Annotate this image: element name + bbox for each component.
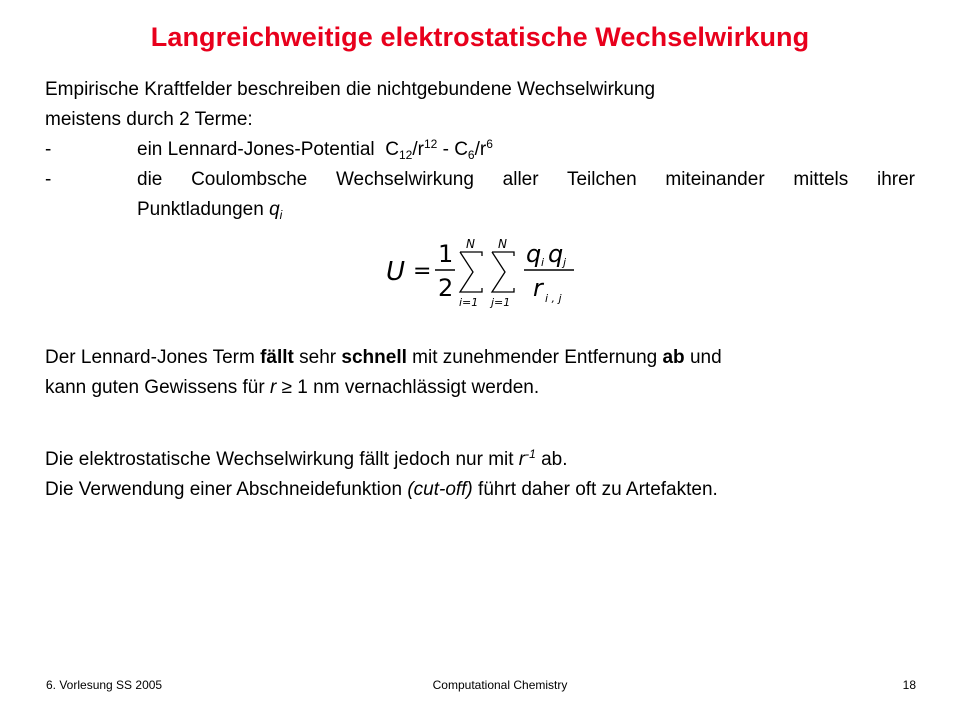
lj-bold-faellt: fällt <box>260 347 294 368</box>
lj-line2-text: kann guten Gewissens für <box>45 377 270 398</box>
r12-superscript: 12 <box>423 137 438 151</box>
sum1-lower: i=1 <box>459 296 479 309</box>
charge-q-subscript: i <box>279 208 283 222</box>
r6-label: /r <box>474 139 487 160</box>
lj-text-2: sehr <box>293 347 342 368</box>
lj-text-3: mit zunehmender Entfernung <box>406 347 663 368</box>
numerator-q2: q <box>548 240 564 268</box>
footer-course: Computational Chemistry <box>432 678 568 692</box>
numerator-sub-j: j <box>563 256 567 269</box>
denominator-sub-ij: i , j <box>545 292 562 305</box>
intro-line-2: meistens durch 2 Terme: <box>45 109 253 130</box>
sum1-sigma-icon <box>460 252 482 292</box>
r6-superscript: 6 <box>486 137 493 151</box>
cutoff-italic: (cut-off) <box>407 479 473 500</box>
ge-symbol: ≥ <box>276 377 298 398</box>
lj-text-1: Der Lennard-Jones Term <box>45 347 261 368</box>
lj-text-4: und <box>684 347 722 368</box>
distance-r: r <box>269 377 277 398</box>
coulomb-energy-formula <box>378 232 608 312</box>
bullet-marker-1: - <box>45 139 52 160</box>
intro-line-1: Empirische Kraftfelder beschreiben die nichtgebundene Wechselwirkung <box>45 79 656 100</box>
bullet-lennard-jones <box>137 135 493 165</box>
c6-label: C <box>454 139 468 160</box>
cutoff-text-1: Die Verwendung einer Abschneidefunktion <box>45 479 408 500</box>
numerator-sub-i: i <box>541 256 545 269</box>
formula-denominator-two: 2 <box>438 274 454 302</box>
bullet-1-text: ein Lennard-Jones-Potential <box>137 139 375 160</box>
lj-line2-end: 1 nm vernachlässigt werden. <box>297 377 540 398</box>
slide-title: Langreichweitige elektrostatische Wechselwirkung <box>150 22 810 52</box>
minus-sign: - <box>437 139 455 160</box>
elec-text-1: Die elektrostatische Wechselwirkung fällt jedoch nur mit <box>45 449 519 470</box>
bullet-coulomb-line-2 <box>137 195 282 225</box>
cutoff-text-end: führt daher oft zu Artefakten. <box>472 479 718 500</box>
sum2-upper-n: N <box>498 237 507 251</box>
sum1-upper-n: N <box>466 237 475 251</box>
footer-page-number: 18 <box>902 678 916 692</box>
electrostatic-line-2 <box>45 475 718 505</box>
charge-q: q <box>269 199 280 220</box>
c12-subscript: 12 <box>398 148 413 162</box>
lj-paragraph-line-2 <box>45 373 539 403</box>
c12-label: C <box>385 139 399 160</box>
sum2-sigma-icon <box>492 252 514 292</box>
electrostatic-line-1 <box>45 445 568 475</box>
point-charges-text: Punktladungen <box>137 199 264 220</box>
numerator-q1: q <box>526 240 542 268</box>
formula-u: U <box>386 257 406 287</box>
formula-numerator-one: 1 <box>438 240 454 268</box>
denominator-r: r <box>533 274 543 302</box>
lj-bold-ab: ab <box>662 347 685 368</box>
r-inverse-superscript: -1 <box>525 447 536 461</box>
footer-lecture: 6. Vorlesung SS 2005 <box>46 678 163 692</box>
lj-paragraph-line-1 <box>45 343 722 373</box>
sum2-lower: j=1 <box>491 296 511 309</box>
elec-text-end: ab. <box>535 449 568 470</box>
r-inverse: r <box>518 449 526 470</box>
r12-label: /r <box>412 139 424 160</box>
formula-equals: = <box>413 259 432 284</box>
bullet-coulomb-line-1: die Coulombsche Wechselwirkung aller Teilchen miteinander mittels ihrer <box>137 169 915 190</box>
lj-bold-schnell: schnell <box>341 347 407 368</box>
c6-subscript: 6 <box>467 148 475 162</box>
bullet-marker-2: - <box>45 169 52 190</box>
